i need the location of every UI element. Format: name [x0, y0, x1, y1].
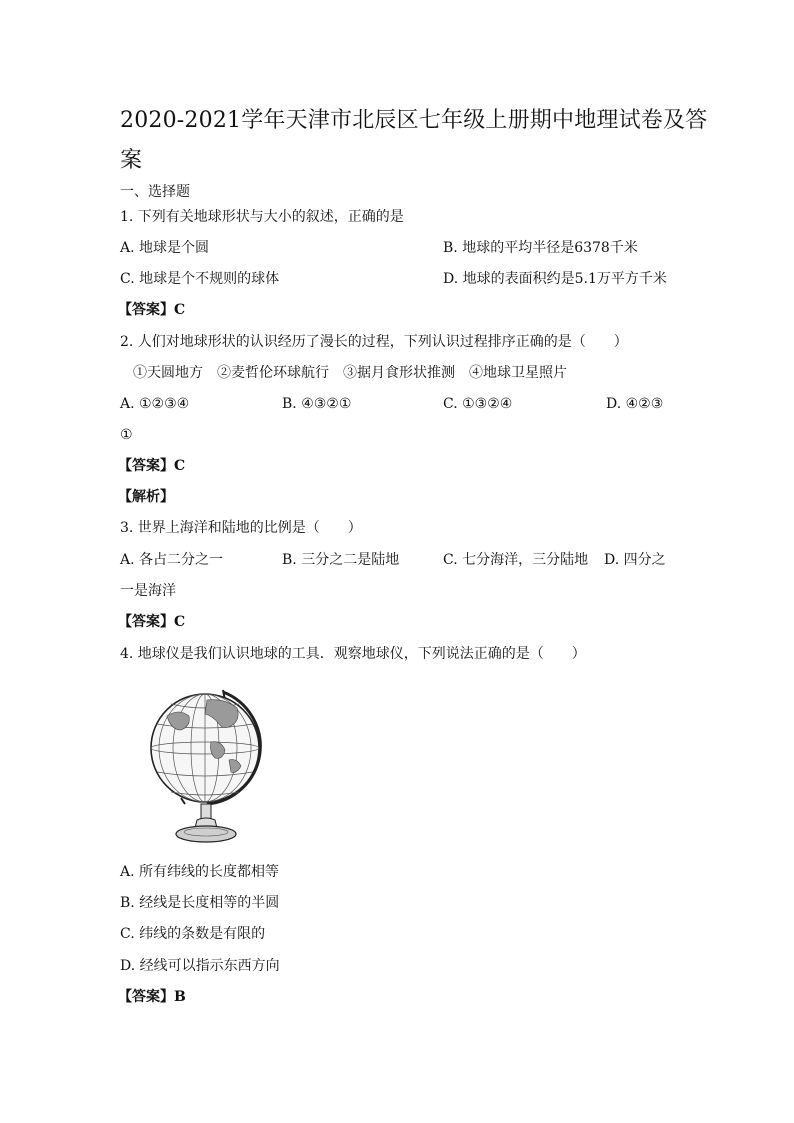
q2-option-c: C. ①③②④	[443, 396, 513, 412]
q3-option-a: A. 各占二分之一	[120, 552, 224, 568]
q3-option-c: C. 七分海洋，三分陆地	[443, 552, 589, 568]
q4-answer: 【答案】B	[118, 989, 186, 1005]
q2-answer: 【答案】C	[118, 458, 186, 474]
q2-items: ①天圆地方 ②麦哲伦环球航行 ③据月食形状推测 ④地球卫星照片	[133, 365, 567, 381]
q1-answer: 【答案】C	[118, 302, 186, 318]
q4-option-d: D. 经线可以指示东西方向	[120, 958, 280, 974]
section-heading: 一、选择题	[120, 184, 190, 200]
q3-option-b: B. 三分之二是陆地	[282, 552, 400, 568]
doc-title-line1: 2020-2021学年天津市北辰区七年级上册期中地理试卷及答	[120, 108, 708, 133]
doc-title-line2: 案	[120, 148, 143, 173]
q2-option-d-cont: ①	[120, 427, 133, 443]
globe-icon	[145, 686, 270, 846]
q1-option-c: C. 地球是个不规则的球体	[120, 271, 280, 287]
q3-option-d-cont: 一是海洋	[120, 583, 176, 599]
q3-answer: 【答案】C	[118, 614, 186, 630]
q4-stem: 4. 地球仪是我们认识地球的工具．观察地球仪，下列说法正确的是（ ）	[120, 646, 586, 662]
q1-option-d: D. 地球的表面积约是5.1万平方千米	[443, 271, 667, 287]
q1-option-b: B. 地球的平均半径是6378千米	[443, 240, 638, 256]
q3-stem: 3. 世界上海洋和陆地的比例是（ ）	[120, 520, 362, 536]
q3-option-d: D. 四分之	[604, 552, 666, 568]
q1-option-a: A. 地球是个圆	[120, 240, 210, 256]
q2-option-a: A. ①②③④	[120, 396, 190, 412]
q2-option-b: B. ④③②①	[282, 396, 352, 412]
q4-option-b: B. 经线是长度相等的半圆	[120, 895, 280, 911]
q4-option-c: C. 纬线的条数是有限的	[120, 926, 266, 942]
q4-option-a: A. 所有纬线的长度都相等	[120, 864, 280, 880]
q2-stem: 2. 人们对地球形状的认识经历了漫长的过程，下列认识过程排序正确的是（ ）	[120, 334, 628, 350]
q2-option-d: D. ④②③	[606, 396, 664, 412]
q2-analysis: 【解析】	[118, 489, 174, 505]
q1-stem: 1. 下列有关地球形状与大小的叙述，正确的是	[120, 209, 404, 225]
